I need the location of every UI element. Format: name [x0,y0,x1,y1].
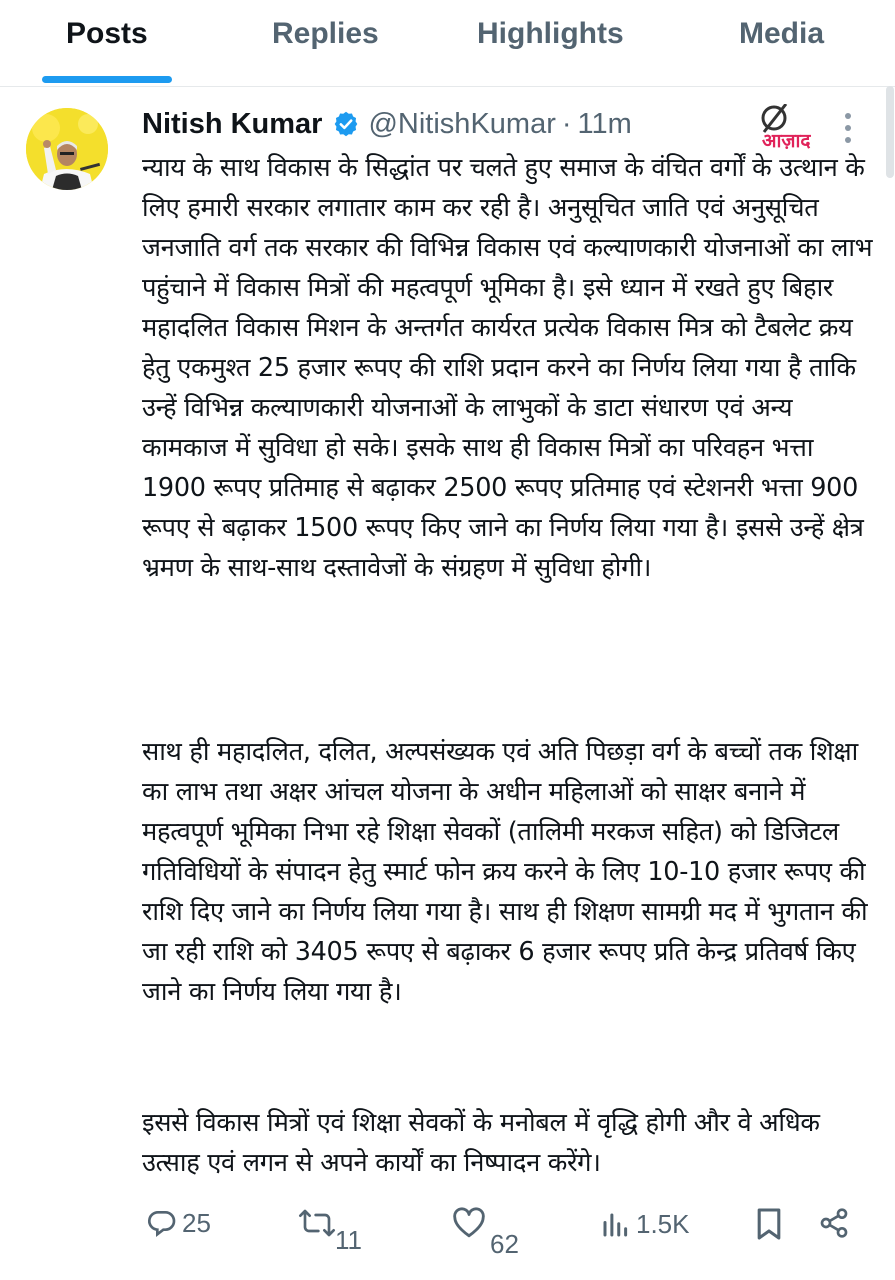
share-icon [818,1207,850,1239]
post-header [142,103,632,145]
scrollbar-thumb[interactable] [886,86,894,178]
post-actions [0,1195,895,1265]
separator-dot: · [561,107,572,140]
bookmark-icon [755,1207,783,1241]
reply-count: 25 [182,1207,211,1238]
author-handle[interactable]: @NitishKumar [368,107,556,140]
repost-icon [298,1207,336,1239]
bookmark-button[interactable] [755,1207,783,1241]
author-name[interactable]: Nitish Kumar [142,107,323,140]
avatar-image [26,108,108,190]
repost-count: 11 [335,1225,362,1255]
views-count: 1.5K [636,1209,690,1239]
tab-replies[interactable]: Replies [272,17,379,50]
reply-button[interactable] [146,1207,211,1239]
like-button[interactable] [452,1207,486,1239]
post-time[interactable]: 11m [577,107,632,140]
avatar[interactable] [26,108,108,190]
post-paragraph-2: साथ ही महादलित, दलित, अल्पसंख्यक एवं अति पिछड़ा वर्ग के बच्चों तक शिक्षा का लाभ तथा अक्षर आंचल योजना के अधीन महिलाओं को साक्षर बनाने में महत्वपूर्ण भूमिका निभा रहे शिक्षा सेवकों (तालिमी मरकज सहित) को डिजिटल गतिविधियों के संपादन हेतु स्मार्ट फोन क्रय करने के लिए 10-10 हजार रूपए की राशि दिए जाने का निर्णय लिया गया है। साथ ही शिक्षण सामग्री मद में भुगतान की जा रही राशि को 3405 रूपए से बढ़ाकर 6 हजार रूपए प्रति केन्द्र प्रतिवर्ष किए जाने का निर्णय लिया गया है। [142,737,868,1007]
like-heart-icon [452,1207,486,1239]
watermark-text: आज़ाद [762,130,811,152]
post-paragraph-3: इससे विकास मित्रों एवं शिक्षा सेवकों के मनोबल में वृद्धि होगी और वे अधिक उत्साह एवं लगन से अपने कार्यों का निष्पादन करेंगे। [142,1108,820,1178]
views-button[interactable] [600,1209,690,1240]
active-tab-indicator [42,76,172,83]
tab-media[interactable]: Media [739,17,825,50]
tab-highlights[interactable]: Highlights [477,17,624,50]
reply-icon [146,1207,178,1239]
profile-tabs [0,0,895,87]
share-button[interactable] [818,1207,850,1239]
tab-posts[interactable]: Posts [66,17,148,50]
verified-badge-icon [332,110,360,138]
like-count: 62 [490,1229,519,1259]
views-bar-chart-icon [600,1210,630,1240]
repost-button[interactable] [298,1207,336,1239]
scrollbar[interactable] [885,86,895,1280]
post-paragraph-1: न्याय के साथ विकास के सिद्धांत पर चलते हुए समाज के वंचित वर्गों के उत्थान के लिए हमारी सरकार लगातार काम कर रही है। अनुसूचित जाति एवं अनुसूचित जनजाति वर्ग तक सरकार की विभिन्न विकास एवं कल्याणकारी योजनाओं का लाभ पहुंचाने में विकास मित्रों की महत्वपूर्ण भूमिका है। इसे ध्यान में रखते हुए बिहार महादलित विकास मिशन के अन्तर्गत कार्यरत प्रत्येक विकास मित्र को टैबलेट क्रय हेतु एकमुश्त 25 हजार रूपए की राशि प्रदान करने का निर्णय लिया गया है ताकि उन्हें विभिन्न कल्याणकारी योजनाओं के लाभुकों के डाटा संधारण एवं अन्य कामकाज में सुविधा हो सके। इसके साथ ही विकास मित्रों का परिवहन भत्ता 1900 रूपए प्रतिमाह से बढ़ाकर 2500 रूपए प्रतिमाह एवं स्टेशनरी भत्ता 900 रूपए से बढ़ाकर 1500 रूपए किए जाने का निर्णय लिया गया है। इससे उन्हें क्षेत्र भ्रमण के साथ-साथ दस्तावेजों के संग्रहण में सुविधा होगी। [142,153,873,583]
more-options-icon[interactable] [838,110,858,146]
